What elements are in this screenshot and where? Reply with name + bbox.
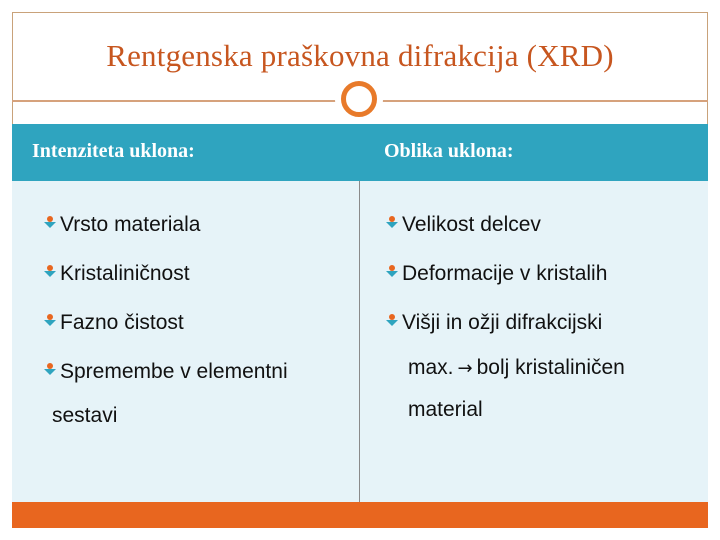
footer-bar — [12, 502, 708, 528]
column-divider — [359, 181, 360, 502]
list-item: Kristaliničnost — [44, 262, 190, 286]
list-item: Spremembe v elementni — [44, 360, 288, 384]
bullet-icon — [44, 363, 56, 375]
list-item: Velikost delcev — [386, 213, 541, 237]
bullet-icon — [44, 265, 56, 277]
list-item: Višji in ožji difrakcijski — [386, 311, 602, 335]
bullet-icon — [44, 216, 56, 228]
list-item-continuation: max. → bolj kristaliničen — [408, 356, 625, 379]
bullet-icon — [44, 314, 56, 326]
bullet-icon — [386, 216, 398, 228]
list-item: Vrsto materiala — [44, 213, 200, 237]
list-item: Deformacije v kristalih — [386, 262, 607, 286]
list-item-continuation: sestavi — [52, 404, 118, 427]
ring-icon — [341, 81, 377, 117]
bullet-icon — [386, 314, 398, 326]
list-item-continuation: material — [408, 398, 483, 421]
right-column-header: Oblika uklona: — [384, 140, 514, 162]
slide-title: Rentgenska praškovna difrakcija (XRD) — [106, 38, 614, 73]
left-column-header: Intenziteta uklona: — [32, 140, 195, 162]
bullet-icon — [386, 265, 398, 277]
arrow-right-icon: → — [457, 358, 473, 379]
list-item: Fazno čistost — [44, 311, 184, 335]
